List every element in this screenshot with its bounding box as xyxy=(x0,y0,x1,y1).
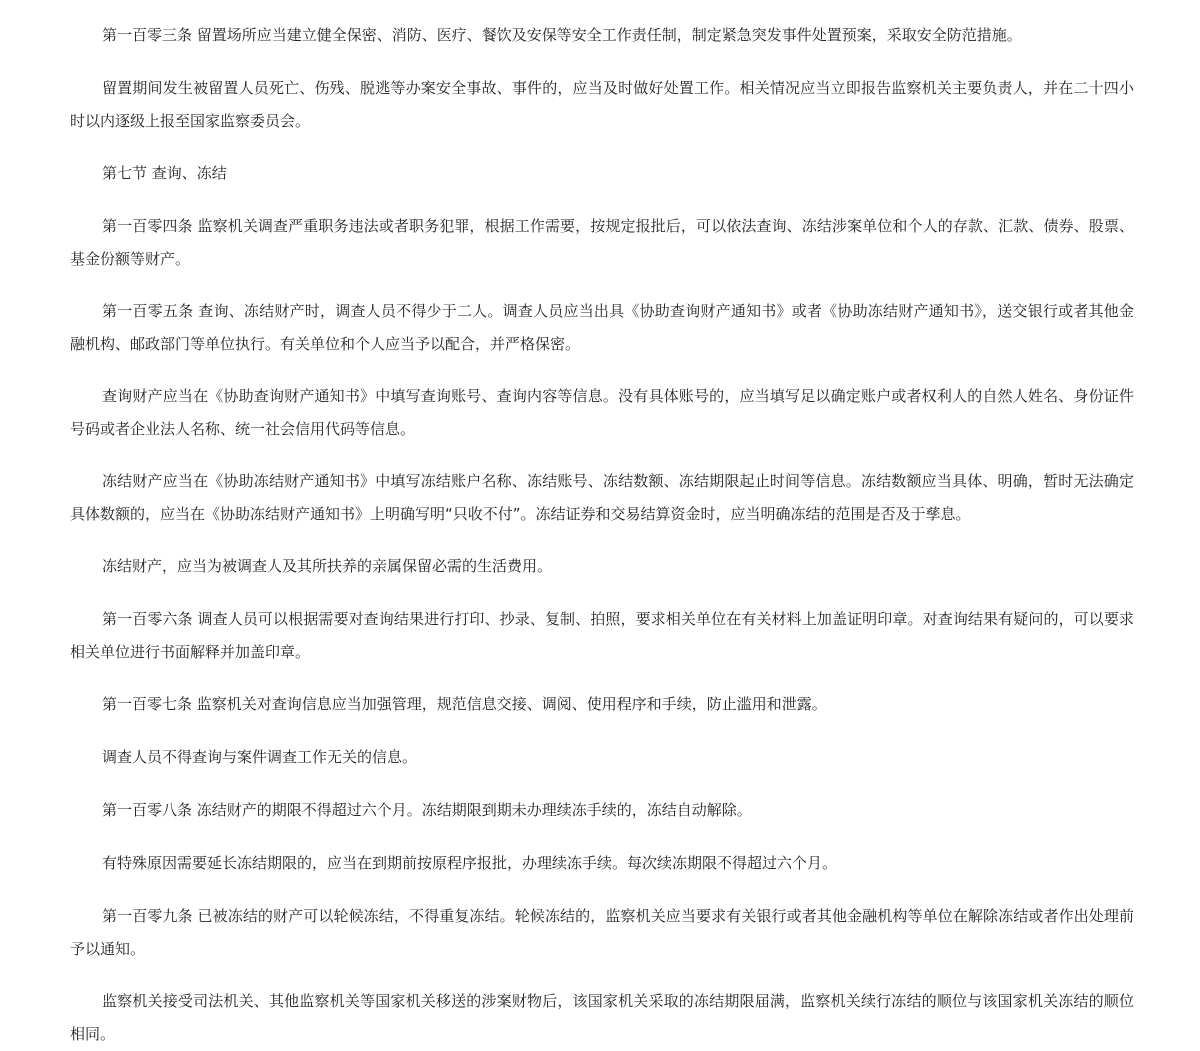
paragraph-extension: 有特殊原因需要延长冻结期限的，应当在到期前按原程序报批，办理续冻手续。每次续冻期限不得超过六个月。 xyxy=(102,854,838,872)
section-heading-query-freeze: 第七节 查询、冻结 xyxy=(102,164,227,182)
paragraph-transferred-property: 监察机关接受司法机关、其他监察机关等国家机关移送的涉案财物后，该国家机关采取的冻结期限届满，监察机关续行冻结的顺位与该国家机关冻结的顺位相同。 xyxy=(70,992,1134,1043)
paragraph-article-106: 第一百零六条 调查人员可以根据需要对查询结果进行打印、抄录、复制、拍照，要求相关单位在有关材料上加盖证明印章。对查询结果有疑问的，可以要求相关单位进行书面解释并加盖印章。 xyxy=(70,610,1134,661)
paragraph-freeze-notice: 冻结财产应当在《协助冻结财产通知书》中填写冻结账户名称、冻结账号、冻结数额、冻结期限起止时间等信息。冻结数额应当具体、明确，暂时无法确定具体数额的，应当在《协助冻结财产通知书》上明确写明“只收不付”。冻结证券和交易结算资金时，应当明确冻结的范围是否及于孳息。 xyxy=(70,472,1134,523)
paragraph-article-107: 第一百零七条 监察机关对查询信息应当加强管理，规范信息交接、调阅、使用程序和手续，防止滥用和泄露。 xyxy=(102,695,827,713)
paragraph-detention-incident: 留置期间发生被留置人员死亡、伤残、脱逃等办案安全事故、事件的，应当及时做好处置工作。相关情况应当立即报告监察机关主要负责人，并在二十四小时以内逐级上报至国家监察委员会。 xyxy=(70,79,1134,130)
paragraph-query-notice: 查询财产应当在《协助查询财产通知书》中填写查询账号、查询内容等信息。没有具体账号的，应当填写足以确定账户或者权利人的自然人姓名、身份证件号码或者企业法人名称、统一社会信用代码等信息。 xyxy=(70,387,1134,438)
paragraph-article-105: 第一百零五条 查询、冻结财产时，调查人员不得少于二人。调查人员应当出具《协助查询财产通知书》或者《协助冻结财产通知书》，送交银行或者其他金融机构、邮政部门等单位执行。有关单位和个人应当予以配合，并严格保密。 xyxy=(70,302,1134,353)
paragraph-article-103: 第一百零三条 留置场所应当建立健全保密、消防、医疗、餐饮及安保等安全工作责任制，制定紧急突发事件处置预案，采取安全防范措施。 xyxy=(102,26,1022,44)
paragraph-article-109: 第一百零九条 已被冻结的财产可以轮候冻结，不得重复冻结。轮候冻结的，监察机关应当要求有关银行或者其他金融机构等单位在解除冻结或者作出处理前予以通知。 xyxy=(70,907,1134,958)
paragraph-living-expenses: 冻结财产，应当为被调查人及其所扶养的亲属保留必需的生活费用。 xyxy=(102,557,553,575)
paragraph-no-unrelated-query: 调查人员不得查询与案件调查工作无关的信息。 xyxy=(102,748,418,766)
paragraph-article-108: 第一百零八条 冻结财产的期限不得超过六个月。冻结期限到期未办理续冻手续的，冻结自动解除。 xyxy=(102,801,752,819)
paragraph-article-104: 第一百零四条 监察机关调查严重职务违法或者职务犯罪，根据工作需要，按规定报批后，可以依法查询、冻结涉案单位和个人的存款、汇款、债券、股票、基金份额等财产。 xyxy=(70,217,1134,268)
